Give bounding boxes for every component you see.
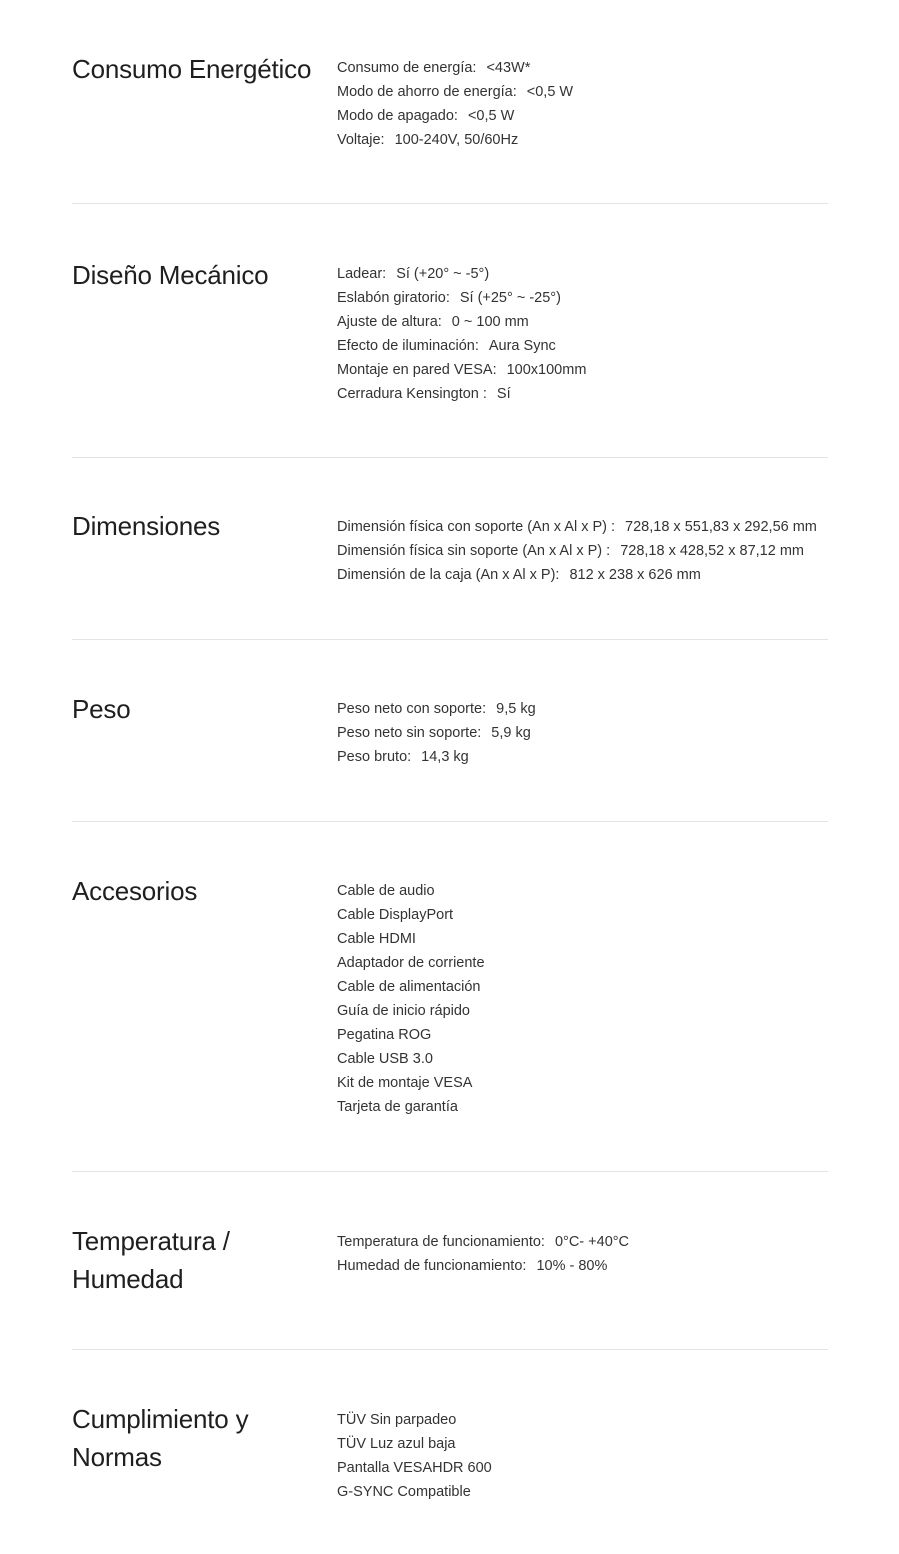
spec-item: [337, 334, 586, 358]
spec-label: Dimensión física con soporte (An x Al x P) :: [337, 519, 616, 535]
spec-section-environment: [72, 1172, 828, 1350]
spec-item: [337, 128, 573, 152]
spec-item: [337, 1408, 492, 1432]
spec-label: Pegatina ROG: [337, 1027, 432, 1043]
spec-value: 0°C- +40°C: [554, 1234, 630, 1250]
spec-label: Pantalla VESAHDR 600: [337, 1460, 492, 1476]
spec-label: G-SYNC Compatible: [337, 1484, 471, 1500]
spec-label: Dimensión física sin soporte (An x Al x P) :: [337, 543, 611, 559]
spec-item: [337, 1023, 485, 1047]
spec-item: [337, 1230, 629, 1254]
spec-label: Cerradura Kensington :: [337, 386, 487, 402]
spec-item: [337, 539, 817, 563]
spec-label: Humedad de funcionamiento:: [337, 1258, 527, 1274]
spec-label: Voltaje:: [337, 132, 385, 148]
spec-label: Consumo de energía:: [337, 60, 477, 76]
spec-list: [337, 1408, 492, 1504]
spec-value: 812 x 238 x 626 mm: [569, 567, 701, 583]
spec-list: [337, 262, 586, 406]
spec-label: Peso neto con soporte:: [337, 701, 487, 717]
spec-item: [337, 563, 817, 587]
section-title: Diseño Mecánico: [72, 260, 269, 290]
spec-label: Cable de alimentación: [337, 979, 481, 995]
spec-value: <0,5 W: [467, 108, 515, 124]
spec-value: 14,3 kg: [421, 749, 469, 765]
spec-item: [337, 1071, 485, 1095]
spec-value: 100x100mm: [506, 362, 587, 378]
section-title: Consumo Energético: [72, 54, 312, 84]
spec-item: [337, 515, 817, 539]
spec-item: [337, 975, 485, 999]
spec-item: [337, 1095, 485, 1119]
section-title: Accesorios: [72, 876, 198, 906]
spec-item: [337, 903, 485, 927]
spec-list: [337, 56, 573, 152]
section-title: Peso: [72, 694, 131, 724]
spec-value: <43W*: [486, 60, 531, 76]
spec-label: Dimensión de la caja (An x Al x P):: [337, 567, 560, 583]
spec-value: 5,9 kg: [491, 725, 531, 741]
spec-item: [337, 1047, 485, 1071]
spec-sheet: [72, 0, 828, 1554]
spec-label: Cable USB 3.0: [337, 1051, 433, 1067]
spec-item: [337, 879, 485, 903]
section-title: Temperatura / Humedad: [72, 1226, 230, 1294]
spec-label: Efecto de iluminación:: [337, 338, 479, 354]
spec-item: [337, 262, 586, 286]
spec-item: [337, 999, 485, 1023]
section-title: Cumplimiento y Normas: [72, 1404, 249, 1472]
spec-item: [337, 951, 485, 975]
spec-item: [337, 310, 586, 334]
spec-list: [337, 879, 485, 1119]
spec-item: [337, 382, 586, 406]
spec-label: Adaptador de corriente: [337, 955, 485, 971]
spec-item: [337, 80, 573, 104]
spec-label: Cable HDMI: [337, 931, 416, 947]
spec-value: Sí: [496, 386, 511, 402]
spec-item: [337, 1432, 492, 1456]
spec-label: TÜV Sin parpadeo: [337, 1412, 457, 1428]
spec-label: Montaje en pared VESA:: [337, 362, 497, 378]
spec-list: [337, 515, 817, 587]
spec-label: Temperatura de funcionamiento:: [337, 1234, 545, 1250]
spec-section-compliance: [72, 1350, 828, 1554]
spec-section-mechanical: [72, 204, 828, 458]
spec-label: Tarjeta de garantía: [337, 1099, 458, 1115]
spec-label: Peso bruto:: [337, 749, 412, 765]
spec-label: Cable de audio: [337, 883, 435, 899]
spec-value: 10% - 80%: [536, 1258, 608, 1274]
spec-value: 9,5 kg: [496, 701, 536, 717]
spec-label: Peso neto sin soporte:: [337, 725, 482, 741]
spec-section-dimensions: [72, 458, 828, 640]
spec-value: 0 ~ 100 mm: [451, 314, 529, 330]
spec-item: [337, 745, 536, 769]
spec-item: [337, 927, 485, 951]
spec-label: Modo de ahorro de energía:: [337, 84, 517, 100]
spec-label: Kit de montaje VESA: [337, 1075, 473, 1091]
spec-list: [337, 1230, 629, 1278]
spec-value: 728,18 x 428,52 x 87,12 mm: [620, 543, 804, 559]
spec-item: [337, 1456, 492, 1480]
spec-item: [337, 1480, 492, 1504]
spec-section-weight: [72, 640, 828, 822]
spec-item: [337, 358, 586, 382]
spec-item: [337, 286, 586, 310]
spec-label: Guía de inicio rápido: [337, 1003, 470, 1019]
spec-item: [337, 697, 536, 721]
spec-label: Cable DisplayPort: [337, 907, 454, 923]
spec-value: 100-240V, 50/60Hz: [394, 132, 519, 148]
spec-value: Sí (+20° ~ -5°): [396, 266, 490, 282]
spec-value: <0,5 W: [526, 84, 574, 100]
spec-list: [337, 697, 536, 769]
spec-section-accessories: [72, 822, 828, 1172]
spec-section-power: [72, 0, 828, 204]
spec-item: [337, 104, 573, 128]
spec-label: Ladear:: [337, 266, 387, 282]
spec-value: Aura Sync: [488, 338, 556, 354]
spec-item: [337, 56, 573, 80]
spec-label: Eslabón giratorio:: [337, 290, 450, 306]
spec-label: TÜV Luz azul baja: [337, 1436, 456, 1452]
section-title: Dimensiones: [72, 511, 221, 541]
spec-label: Ajuste de altura:: [337, 314, 442, 330]
spec-item: [337, 721, 536, 745]
spec-item: [337, 1254, 629, 1278]
spec-value: 728,18 x 551,83 x 292,56 mm: [625, 519, 817, 535]
spec-label: Modo de apagado:: [337, 108, 458, 124]
spec-value: Sí (+25° ~ -25°): [459, 290, 561, 306]
